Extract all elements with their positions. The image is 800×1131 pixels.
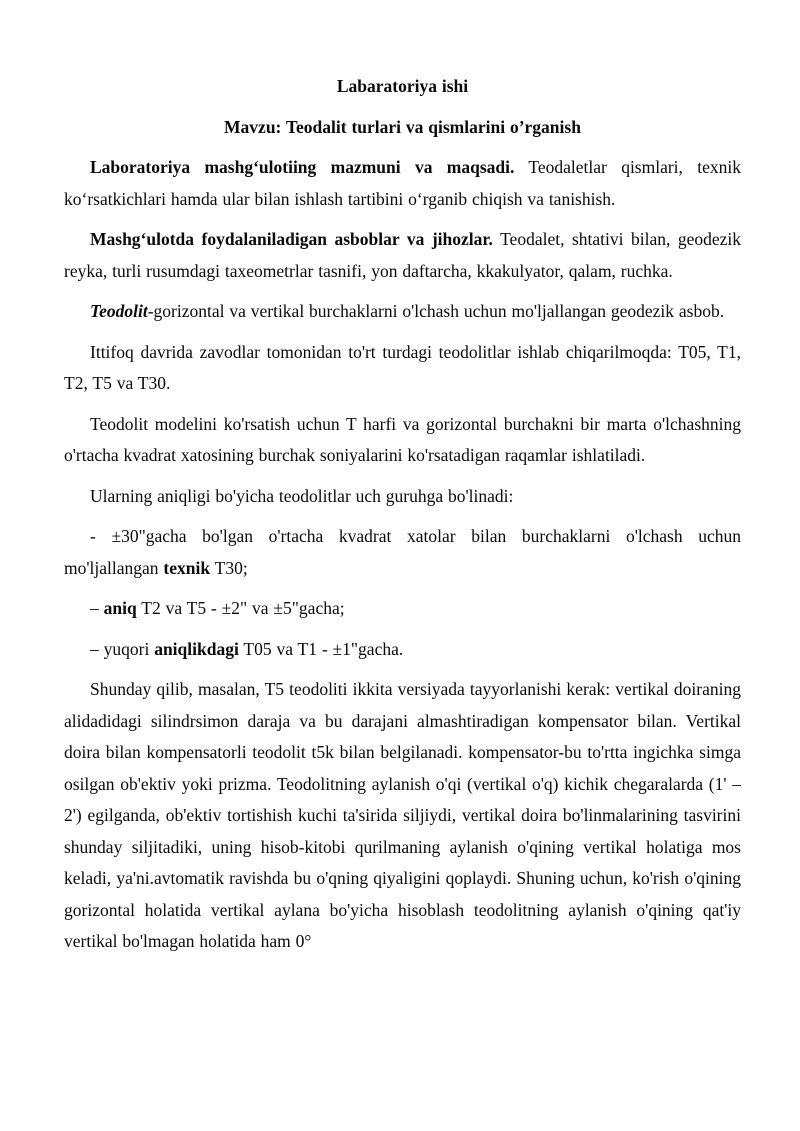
definition-body: -gorizontal va vertikal burchaklarni o'lchash uchun mo'ljallangan geodezik asbob. (147, 301, 725, 321)
equipment-body: Teodalet, shtativi bilan, geodezik reyka, turli rusumdagi taxeometrlar tasnifi, yon daftarcha, kkakulyator, qalam, ruchka. (64, 229, 741, 281)
accurate-bold: aniq (103, 598, 137, 618)
technical-post: T30; (210, 557, 248, 578)
document-title: Labaratoriya ishi (336, 76, 469, 96)
paragraph-accuracy-groups-intro: Ularning aniqligi bo'yicha teodolitlar uch guruhga bo'linadi: (90, 485, 514, 506)
high-accuracy-bold: aniqlikdagi (154, 638, 239, 659)
paragraph-purpose (64, 152, 741, 215)
equipment-lead-bold: Mashg‘ulotda foydalaniladigan asboblar va jihozlar. (90, 229, 493, 249)
technical-bold: texnik (163, 557, 211, 578)
high-accuracy-pre: – yuqori (90, 638, 155, 659)
technical-pre: - ±30"gacha bo'lgan o'rtacha kvadrat xatolar bilan burchaklarni o'lchash uchun mo'ljallangan (64, 526, 741, 578)
purpose-lead-bold: Laboratoriya mashg‘ulotiing mazmuni va maqsadi. (90, 157, 515, 177)
definition-term: Teodolit (90, 301, 148, 321)
list-item-accurate-group (64, 593, 741, 625)
paragraph-model-naming: Teodolit modelini ko'rsatish uchun T harfi va gorizontal burchakni bir marta o'lchashning o'rtacha kvadrat xatosining burchak soniyalarini ko'rsatadigan raqamlar ishlatiladi. (64, 413, 741, 465)
list-item-high-accuracy-group (64, 634, 741, 666)
paragraph-t5-compensator-description: Shunday qilib, masalan, T5 teodoliti ikkita versiyada tayyorlanishi kerak: vertikal doiraning alidadidagi silindrsimon daraja va bu darajani almashtiradigan kompensator bilan. Vertikal doira bilan kompensatorli teodolit t5k bilan belgilanadi. kompensator-bu to'rtta ingichka simga osilgan ob'ektiv yoki prizma. Teodolitning aylanish o'qi (vertikal o'q) kichik chegaralarda (1' – 2') egilganda, ob'ektiv tortishish kuchi ta'sirida siljiydi, vertikal doira bo'linmalarining tasvirini shunday siljitadiki, uning hisob-kitobi qurilmaning aylanish o'qining vertikal holatiga mos keladi, ya'ni.avtomatik ravishda bu o'qning qiyaligini qoplaydi. Shuning uchun, ko'rish o'qining gorizontal holatida vertikal aylana bo'yicha hisoblash teodolitning aylanish o'qining qat'iy vertikal bo'lmagan holatida ham 0° (64, 679, 741, 951)
paragraph-theodolite-definition (64, 296, 741, 328)
accurate-post: T2 va T5 - ±2" va ±5"gacha; (136, 598, 345, 618)
paragraph-equipment (64, 224, 741, 287)
subtitle-text: Teodalit turlari va qismlarini o’rganish (281, 116, 581, 137)
high-accuracy-post: T05 va T1 - ±1"gacha. (238, 638, 404, 659)
paragraph-soviet-production: Ittifoq davrida zavodlar tomonidan to'rt turdagi teodolitlar ishlab chiqarilmoqda: T05, T1, T2, T5 va T30. (64, 341, 741, 393)
list-item-technical-group (64, 521, 741, 584)
accurate-pre: – (90, 598, 104, 618)
subtitle-label: Mavzu: (224, 116, 282, 137)
purpose-body: Teodaletlar qismlari, texnik ko‘rsatkichlari hamda ular bilan ishlash tartibini o‘rganib chiqish va tanishish. (64, 157, 741, 209)
document-subtitle (64, 112, 741, 144)
